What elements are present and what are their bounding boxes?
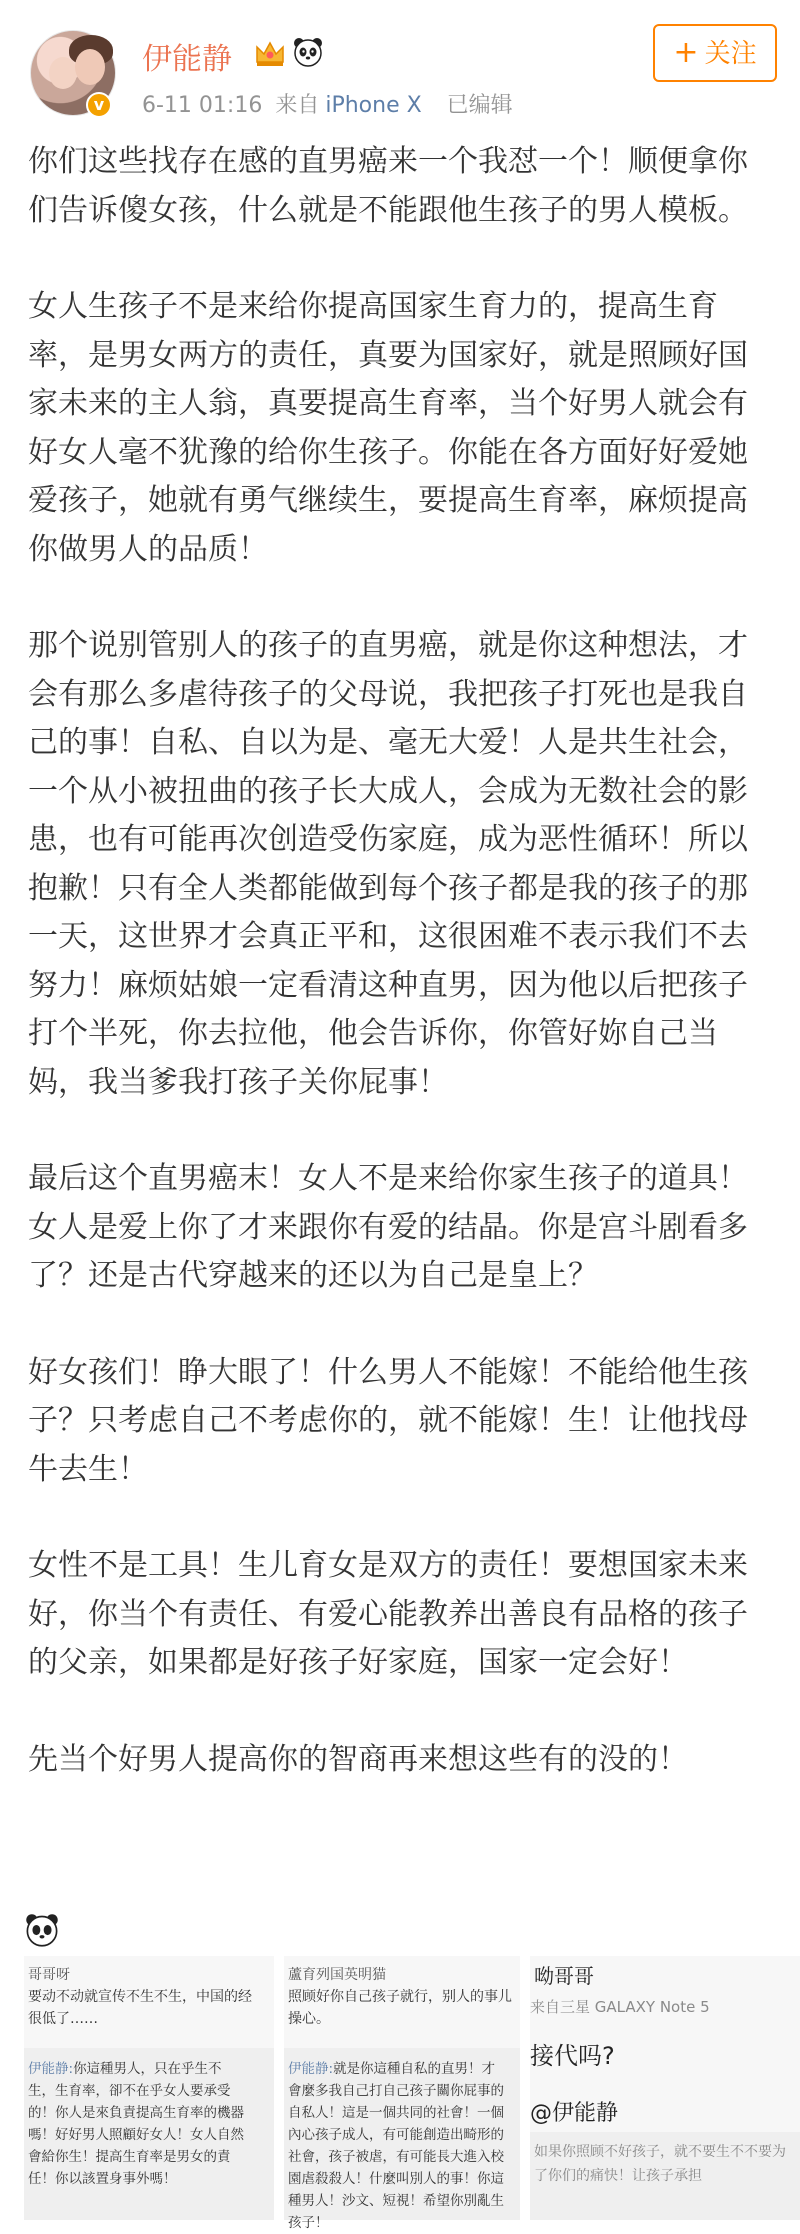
follow-button[interactable] (653, 24, 777, 82)
image-commenter-name: 哥哥呀 (28, 1967, 70, 1983)
post-paragraph: 女人生孩子不是来给你提高国家生育力的，提高生育率，是男女两方的责任，真要为国家好，就是照顾好国家未来的主人翁，真要提高生育率，当个好男人就会有好女人毫不犹豫的给你生孩子。你能在各方面好好爱她爱孩子，她就有勇气继续生，要提高生育率，麻烦提高你做男人的品质！ (28, 289, 748, 567)
image-reply (28, 2058, 248, 2190)
image-reply-box (530, 2132, 800, 2220)
post-paragraph: 那个说别管别人的孩子的直男癌，就是你这种想法，才会有那么多虐待孩子的父母说，我把孩子打死也是我自己的事！自私、自以为是、毫无大爱！人是共生社会，一个从小被扭曲的孩子长大成人，会成为无数社会的影患，也有可能再次创造受伤家庭，成为恶性循环！所以抱歉！只有全人类都能做到每个孩子都是我的孩子的那一天，这世界才会真正平和，这很困难不表示我们不去努力！麻烦姑娘一定看清这种直男，因为他以后把孩子打个半死，你去拉他，他会告诉你，你管好妳自己当妈，我当爹我打孩子关你屁事！ (28, 628, 748, 1100)
image-reply (288, 2058, 508, 2234)
crown-icon (254, 38, 286, 68)
post-body (28, 138, 774, 1784)
post-edited-label[interactable]: 已编辑 (446, 93, 513, 118)
avatar-child-face (49, 57, 77, 89)
post-paragraph: 女性不是工具！生儿育女是双方的责任！要想国家未来好，你当个有责任、有爱心能教养出善良有品格的孩子的父亲，如果都是好孩子好家庭，国家一定会好！ (28, 1548, 748, 1680)
image-reply-box (284, 2048, 520, 2231)
image-reply-text: 你這種男人，只在乎生不生，生育率，卻不在乎女人要承受的！你人是來負責提高生育率的機器嗎！好好男人照顧好女人！女人自然會給你生！提高生育率是男女的責任！你以該置身事外嗎！ (28, 2061, 244, 2187)
follow-button-label: 关注 (704, 39, 757, 69)
image-comment-text: 照顾好你自己孩子就行，别人的事儿操心。 (288, 1989, 512, 2027)
post-image[interactable] (24, 1956, 274, 2220)
post-paragraph: 你们这些找存在感的直男癌来一个我怼一个！顺便拿你们告诉傻女孩，什么就是不能跟他生孩子的男人模板。 (28, 144, 748, 228)
post-image[interactable] (284, 1956, 520, 2231)
post-source-device[interactable]: iPhone X (325, 93, 422, 118)
image-reply-text: 就是你這種自私的直男！才會麼多我自己打自己孩子關你屁事的自私人！這是一個共同的社會！一個內心孩子成人，有可能創造出畸形的社會，孩子被虐，有可能長大進入校園虐殺殺人！什麼叫別人的事！你這種男人！沙文、短視！希望你別亂生孩子！ (288, 2061, 504, 2231)
image-strip (0, 1956, 800, 2232)
plus-icon: + (673, 35, 699, 70)
verified-badge-icon: v (86, 92, 112, 118)
image-reply-text: 如果你照顾不好孩子，就不要生不不要为了你们的痛快！让孩子承担 (534, 2144, 786, 2184)
username[interactable]: 伊能静 (142, 42, 232, 77)
post-timestamp: 6-11 01:16 (142, 93, 263, 118)
image-commenter-name: 呦哥哥 (534, 1964, 594, 1988)
post-paragraph: 最后这个直男癌末！女人不是来给你家生孩子的道具！女人是爱上你了才来跟你有爱的结晶。你是宫斗剧看多了？还是古代穿越来的还以为自己是皇上？ (28, 1161, 748, 1293)
image-comment-text: 要动不动就宣传不生不生，中国的经很低了…… (28, 1989, 252, 2027)
image-reply-box (24, 2048, 274, 2220)
panda-icon (292, 36, 324, 68)
post-source-prefix: 来自 (275, 93, 320, 118)
image-reply-author: 伊能静: (28, 2061, 74, 2077)
post-meta (142, 88, 519, 119)
post-image[interactable] (530, 1956, 800, 2220)
avatar-woman-face (75, 49, 105, 85)
image-comment-source: 来自三星 GALAXY Note 5 (530, 1998, 710, 2016)
image-comment-text: 接代吗? (530, 2042, 615, 2070)
panda-icon (24, 1912, 60, 1948)
post-header (0, 0, 800, 130)
image-mention: @伊能静 (530, 2101, 619, 2126)
image-commenter-name: 蘆育列国英明猫 (288, 1967, 386, 1983)
post-paragraph: 先当个好男人提高你的智商再来想这些有的没的！ (28, 1741, 688, 1777)
image-reply-author: 伊能静: (288, 2061, 334, 2077)
post-paragraph: 好女孩们！睁大眼了！什么男人不能嫁！不能给他生孩子？只考虑自己不考虑你的，就不能嫁！生！让他找母牛去生！ (28, 1354, 748, 1487)
